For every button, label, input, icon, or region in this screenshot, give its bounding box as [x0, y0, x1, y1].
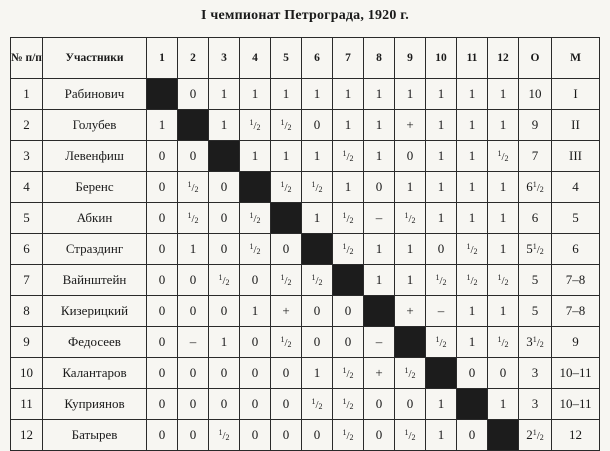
result-cell: 1: [488, 172, 519, 203]
result-cell: 0: [271, 420, 302, 451]
row-index: 7: [11, 265, 43, 296]
result-cell: 1: [426, 203, 457, 234]
result-cell: –: [364, 203, 395, 234]
result-cell: 0: [178, 141, 209, 172]
result-cell: 1: [271, 141, 302, 172]
place-cell: III: [552, 141, 600, 172]
result-cell: 1: [426, 172, 457, 203]
participant-name: Куприянов: [43, 389, 147, 420]
table-row: [11, 234, 600, 265]
result-cell: 1: [364, 141, 395, 172]
result-cell: $^1/_2$: [333, 234, 364, 265]
result-cell: 0: [364, 420, 395, 451]
result-cell: 1: [147, 110, 178, 141]
participant-name: Федосеев: [43, 327, 147, 358]
result-cell: 0: [209, 172, 240, 203]
result-cell: 0: [240, 358, 271, 389]
result-cell: 0: [364, 389, 395, 420]
crosstable: [10, 37, 600, 451]
header-game-2: 2: [178, 38, 209, 79]
header-game-5: 5: [271, 38, 302, 79]
result-cell: 1: [426, 110, 457, 141]
result-cell: 0: [395, 141, 426, 172]
row-index: 4: [11, 172, 43, 203]
result-cell: 1: [302, 358, 333, 389]
result-cell: $^1/_2$: [395, 358, 426, 389]
place-cell: 9: [552, 327, 600, 358]
result-cell: $^1/_2$: [395, 203, 426, 234]
header-game-12: 12: [488, 38, 519, 79]
result-cell: 1: [364, 234, 395, 265]
result-cell: $^1/_2$: [426, 265, 457, 296]
header-game-8: 8: [364, 38, 395, 79]
result-cell: 1: [271, 79, 302, 110]
result-cell: 1: [426, 79, 457, 110]
points-cell: 3: [519, 389, 552, 420]
points-cell: 5: [519, 265, 552, 296]
header-index: № п/п: [11, 38, 43, 79]
result-cell: 0: [488, 358, 519, 389]
result-cell: 0: [178, 296, 209, 327]
participant-name: Кизерицкий: [43, 296, 147, 327]
result-cell: 1: [240, 141, 271, 172]
participant-name: Калантаров: [43, 358, 147, 389]
points-cell: $3^1/_2$: [519, 327, 552, 358]
place-cell: 4: [552, 172, 600, 203]
result-cell: 1: [488, 79, 519, 110]
result-cell: $^1/_2$: [488, 265, 519, 296]
points-cell: 3: [519, 358, 552, 389]
result-cell: 1: [333, 79, 364, 110]
table-row: [11, 358, 600, 389]
result-cell: 0: [271, 358, 302, 389]
place-cell: 6: [552, 234, 600, 265]
header-game-7: 7: [333, 38, 364, 79]
header-game-11: 11: [457, 38, 488, 79]
result-cell: $^1/_2$: [271, 265, 302, 296]
result-cell: 0: [209, 389, 240, 420]
points-cell: 7: [519, 141, 552, 172]
result-cell: 1: [395, 79, 426, 110]
result-cell: 0: [240, 389, 271, 420]
table-row: [11, 389, 600, 420]
result-cell: 1: [488, 203, 519, 234]
result-cell: 1: [364, 265, 395, 296]
result-cell: +: [364, 358, 395, 389]
points-cell: 6: [519, 203, 552, 234]
points-cell: 10: [519, 79, 552, 110]
result-cell: $^1/_2$: [209, 420, 240, 451]
table-row: [11, 79, 600, 110]
crosstable-body: [11, 79, 600, 451]
result-cell: 1: [488, 110, 519, 141]
header-game-4: 4: [240, 38, 271, 79]
result-cell: 0: [302, 327, 333, 358]
row-index: 1: [11, 79, 43, 110]
result-cell: 0: [178, 265, 209, 296]
result-cell: 1: [457, 172, 488, 203]
diagonal-cell: [209, 141, 240, 172]
result-cell: 0: [178, 389, 209, 420]
table-row: [11, 141, 600, 172]
result-cell: 0: [147, 389, 178, 420]
result-cell: 1: [457, 79, 488, 110]
result-cell: 0: [333, 327, 364, 358]
page-title: I чемпионат Петрограда, 1920 г.: [201, 8, 409, 23]
participant-name: Вайнштейн: [43, 265, 147, 296]
result-cell: 1: [240, 79, 271, 110]
header-participants: Участники: [43, 38, 147, 79]
place-cell: 5: [552, 203, 600, 234]
result-cell: 0: [147, 296, 178, 327]
diagonal-cell: [240, 172, 271, 203]
result-cell: $^1/_2$: [395, 420, 426, 451]
result-cell: $^1/_2$: [426, 327, 457, 358]
diagonal-cell: [395, 327, 426, 358]
diagonal-cell: [457, 389, 488, 420]
result-cell: 0: [147, 420, 178, 451]
result-cell: 1: [209, 110, 240, 141]
result-cell: 1: [488, 296, 519, 327]
result-cell: 0: [147, 172, 178, 203]
result-cell: 1: [457, 327, 488, 358]
result-cell: +: [395, 110, 426, 141]
table-row: [11, 203, 600, 234]
table-row: [11, 420, 600, 451]
header-game-10: 10: [426, 38, 457, 79]
diagonal-cell: [147, 79, 178, 110]
result-cell: 1: [364, 79, 395, 110]
row-index: 10: [11, 358, 43, 389]
result-cell: 1: [426, 141, 457, 172]
header-row: [11, 38, 600, 79]
points-cell: $2^1/_2$: [519, 420, 552, 451]
result-cell: 1: [333, 172, 364, 203]
result-cell: 0: [147, 141, 178, 172]
header-points: О: [519, 38, 552, 79]
header-game-9: 9: [395, 38, 426, 79]
table-row: [11, 172, 600, 203]
participant-name: Голубев: [43, 110, 147, 141]
result-cell: $^1/_2$: [302, 265, 333, 296]
points-cell: $6^1/_2$: [519, 172, 552, 203]
result-cell: 0: [426, 234, 457, 265]
participant-name: Абкин: [43, 203, 147, 234]
result-cell: $^1/_2$: [178, 172, 209, 203]
result-cell: $^1/_2$: [240, 110, 271, 141]
table-row: [11, 265, 600, 296]
result-cell: $^1/_2$: [333, 420, 364, 451]
result-cell: 1: [209, 79, 240, 110]
result-cell: $^1/_2$: [271, 327, 302, 358]
result-cell: 1: [302, 203, 333, 234]
participant-name: Страздинг: [43, 234, 147, 265]
place-cell: 12: [552, 420, 600, 451]
result-cell: 0: [457, 358, 488, 389]
result-cell: $^1/_2$: [488, 327, 519, 358]
result-cell: 0: [147, 234, 178, 265]
result-cell: $^1/_2$: [488, 141, 519, 172]
place-cell: II: [552, 110, 600, 141]
diagonal-cell: [271, 203, 302, 234]
table-row: [11, 327, 600, 358]
result-cell: 1: [457, 110, 488, 141]
result-cell: 1: [364, 110, 395, 141]
result-cell: 1: [395, 265, 426, 296]
result-cell: $^1/_2$: [240, 203, 271, 234]
result-cell: 0: [147, 358, 178, 389]
result-cell: 0: [178, 358, 209, 389]
points-cell: $5^1/_2$: [519, 234, 552, 265]
result-cell: 1: [302, 141, 333, 172]
row-index: 3: [11, 141, 43, 172]
row-index: 8: [11, 296, 43, 327]
points-cell: 5: [519, 296, 552, 327]
place-cell: 10–11: [552, 358, 600, 389]
diagonal-cell: [302, 234, 333, 265]
result-cell: +: [395, 296, 426, 327]
result-cell: 0: [209, 234, 240, 265]
result-cell: $^1/_2$: [209, 265, 240, 296]
result-cell: 1: [209, 327, 240, 358]
result-cell: $^1/_2$: [333, 358, 364, 389]
diagonal-cell: [426, 358, 457, 389]
participant-name: Рабинович: [43, 79, 147, 110]
result-cell: 1: [178, 234, 209, 265]
row-index: 5: [11, 203, 43, 234]
result-cell: 0: [240, 420, 271, 451]
result-cell: 1: [488, 234, 519, 265]
result-cell: 0: [147, 265, 178, 296]
result-cell: $^1/_2$: [271, 110, 302, 141]
result-cell: 1: [302, 79, 333, 110]
result-cell: 0: [240, 327, 271, 358]
result-cell: 0: [147, 327, 178, 358]
header-game-3: 3: [209, 38, 240, 79]
result-cell: 0: [240, 265, 271, 296]
result-cell: 0: [209, 296, 240, 327]
result-cell: $^1/_2$: [333, 389, 364, 420]
result-cell: 0: [395, 389, 426, 420]
place-cell: I: [552, 79, 600, 110]
diagonal-cell: [333, 265, 364, 296]
result-cell: 1: [457, 141, 488, 172]
result-cell: 1: [395, 234, 426, 265]
result-cell: $^1/_2$: [457, 234, 488, 265]
diagonal-cell: [178, 110, 209, 141]
result-cell: 1: [333, 110, 364, 141]
result-cell: 1: [457, 203, 488, 234]
result-cell: $^1/_2$: [333, 141, 364, 172]
result-cell: –: [364, 327, 395, 358]
row-index: 9: [11, 327, 43, 358]
result-cell: $^1/_2$: [178, 203, 209, 234]
result-cell: 0: [209, 203, 240, 234]
result-cell: 0: [209, 358, 240, 389]
result-cell: 0: [457, 420, 488, 451]
participant-name: Батырев: [43, 420, 147, 451]
points-cell: 9: [519, 110, 552, 141]
participant-name: Левенфиш: [43, 141, 147, 172]
participant-name: Беренс: [43, 172, 147, 203]
header-game-1: 1: [147, 38, 178, 79]
table-row: [11, 110, 600, 141]
result-cell: 0: [271, 234, 302, 265]
row-index: 2: [11, 110, 43, 141]
result-cell: 1: [240, 296, 271, 327]
result-cell: 0: [178, 79, 209, 110]
place-cell: 7–8: [552, 265, 600, 296]
result-cell: 1: [457, 296, 488, 327]
result-cell: 1: [426, 389, 457, 420]
result-cell: $^1/_2$: [302, 389, 333, 420]
result-cell: $^1/_2$: [457, 265, 488, 296]
result-cell: +: [271, 296, 302, 327]
result-cell: 0: [302, 296, 333, 327]
diagonal-cell: [364, 296, 395, 327]
header-place: М: [552, 38, 600, 79]
result-cell: –: [426, 296, 457, 327]
result-cell: $^1/_2$: [333, 203, 364, 234]
result-cell: 0: [271, 389, 302, 420]
result-cell: 0: [302, 420, 333, 451]
row-index: 11: [11, 389, 43, 420]
result-cell: 1: [426, 420, 457, 451]
result-cell: 0: [333, 296, 364, 327]
result-cell: 0: [178, 420, 209, 451]
place-cell: 10–11: [552, 389, 600, 420]
row-index: 6: [11, 234, 43, 265]
row-index: 12: [11, 420, 43, 451]
header-game-6: 6: [302, 38, 333, 79]
result-cell: 0: [302, 110, 333, 141]
diagonal-cell: [488, 420, 519, 451]
result-cell: 0: [364, 172, 395, 203]
result-cell: 1: [395, 172, 426, 203]
result-cell: –: [178, 327, 209, 358]
result-cell: 0: [147, 203, 178, 234]
result-cell: 1: [488, 389, 519, 420]
place-cell: 7–8: [552, 296, 600, 327]
result-cell: $^1/_2$: [302, 172, 333, 203]
table-row: [11, 296, 600, 327]
result-cell: $^1/_2$: [240, 234, 271, 265]
result-cell: $^1/_2$: [271, 172, 302, 203]
